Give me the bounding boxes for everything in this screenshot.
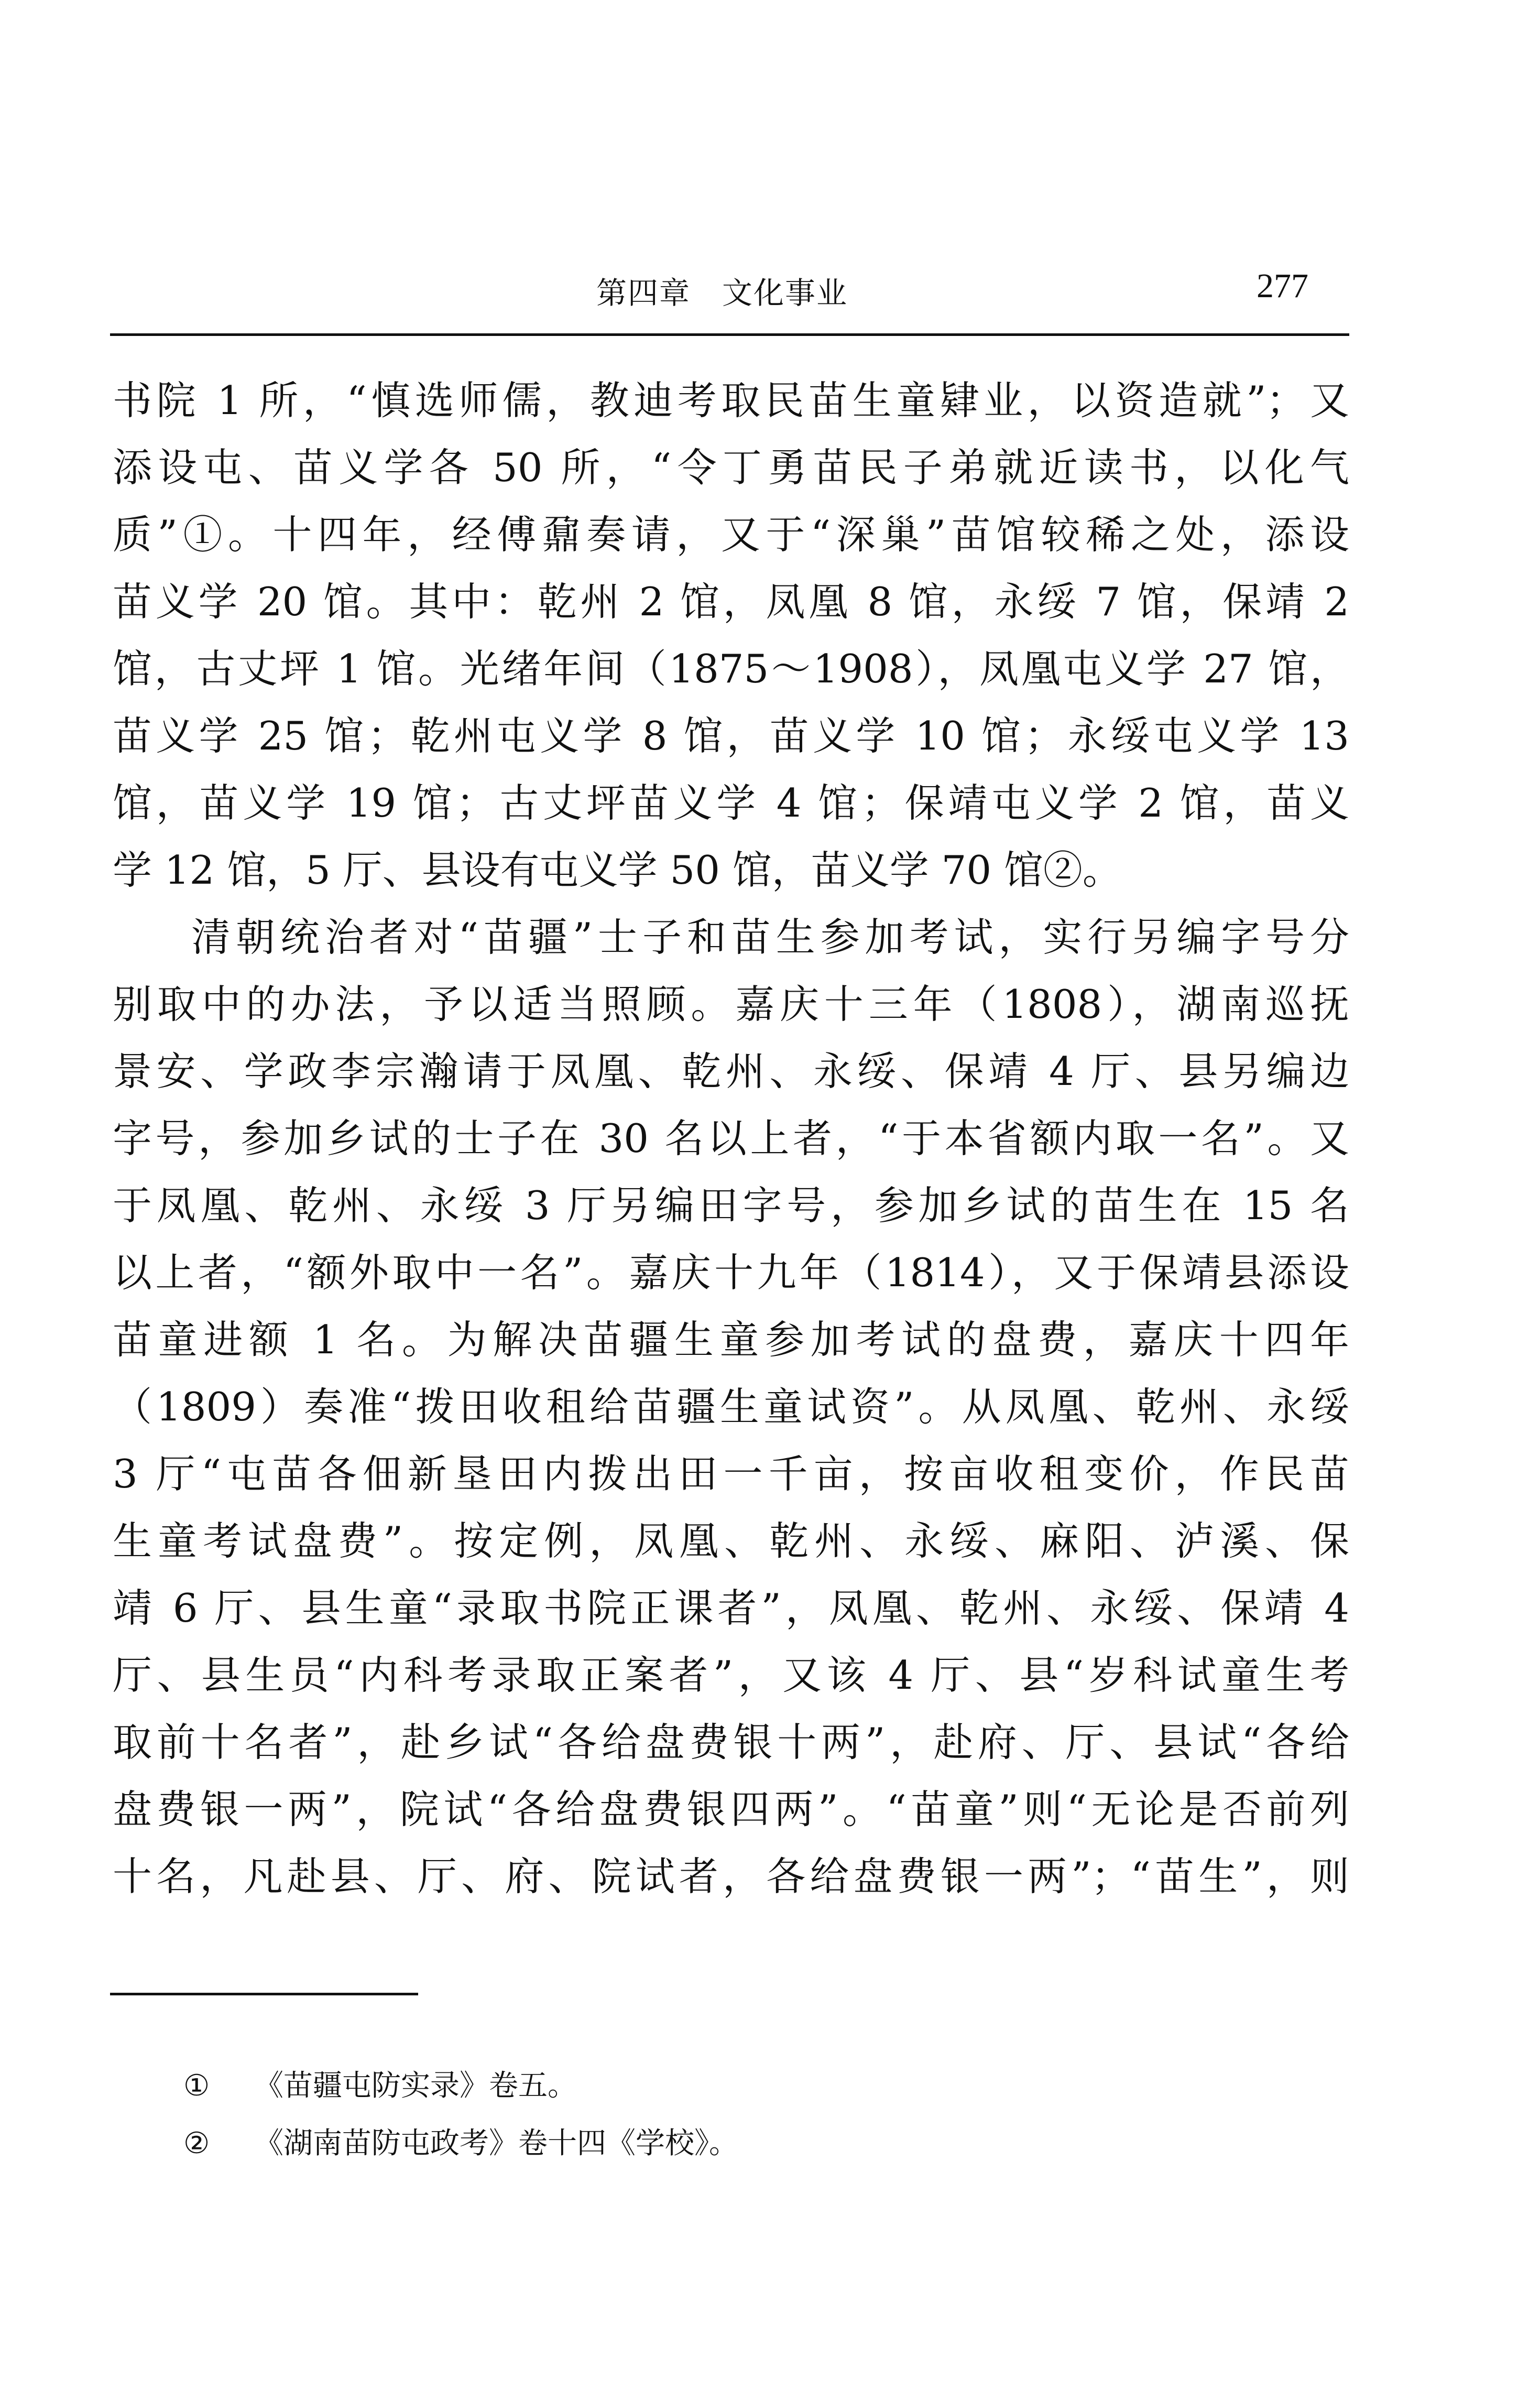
text-line: 靖 6 厅、县生童“录取书院正课者”，凤凰、乾州、永绥、保靖 4 [113, 1585, 1349, 1631]
footnote-marker: ② [183, 2126, 210, 2160]
text-line: 质”①。十四年，经傅鼐奏请，又于“深巢”苗馆较稀之处，添设 [113, 512, 1349, 558]
footnotes [183, 2057, 738, 2173]
text-line: （1809）奏准“拨田收租给苗疆生童试资”。从凤凰、乾州、永绥 [113, 1384, 1349, 1430]
text-line: 苗义学 20 馆。其中：乾州 2 馆，凤凰 8 馆，永绥 7 馆，保靖 2 [113, 579, 1349, 625]
text-line: 字号，参加乡试的士子在 30 名以上者，“于本省额内取一名”。又 [113, 1115, 1349, 1161]
text-line: 于凤凰、乾州、永绥 3 厅另编田字号，参加乡试的苗生在 15 名 [113, 1182, 1349, 1229]
text-line: 学 12 馆，5 厅、县设有屯义学 50 馆，苗义学 70 馆②。 [113, 847, 1122, 893]
text-line: 十名，凡赴县、厅、府、院试者，各给盘费银一两”；“苗生”，则 [113, 1853, 1349, 1899]
running-header-title: 第四章 文化事业 [596, 275, 848, 311]
text-line: 馆，苗义学 19 馆；古丈坪苗义学 4 馆；保靖屯义学 2 馆，苗义 [113, 780, 1349, 826]
footnote-text: 《苗疆屯防实录》卷五。 [254, 2069, 577, 2103]
paragraph-2 [113, 904, 1349, 1910]
page-number: 277 [1257, 267, 1308, 305]
text-line: 景安、学政李宗瀚请于凤凰、乾州、永绥、保靖 4 厅、县另编边 [113, 1048, 1349, 1094]
text-line: 书院 1 所，“慎选师儒，教迪考取民苗生童肄业，以资造就”；又 [113, 377, 1349, 423]
text-line: 生童考试盘费”。按定例，凤凰、乾州、永绥、麻阳、泸溪、保 [113, 1518, 1349, 1564]
footnote-marker: ① [183, 2069, 210, 2103]
text-line: 苗童进额 1 名。为解决苗疆生童参加考试的盘费，嘉庆十四年 [113, 1317, 1349, 1363]
body-text [113, 367, 1349, 1910]
text-line: 馆，古丈坪 1 馆。光绪年间（1875～1908），凤凰屯义学 27 馆， [113, 646, 1349, 692]
footnote-rule [110, 1993, 418, 1995]
text-line: 清朝统治者对“苗疆”士子和苗生参加考试，实行另编字号分 [191, 914, 1349, 960]
header-rule [110, 333, 1349, 336]
footnote-text: 《湖南苗防屯政考》卷十四《学校》。 [254, 2126, 738, 2160]
text-line: 以上者，“额外取中一名”。嘉庆十九年（1814），又于保靖县添设 [113, 1250, 1349, 1296]
text-line: 取前十名者”，赴乡试“各给盘费银十两”，赴府、厅、县试“各给 [113, 1719, 1349, 1765]
text-line: 苗义学 25 馆；乾州屯义学 8 馆，苗义学 10 馆；永绥屯义学 13 [113, 713, 1349, 759]
text-line: 3 厅“屯苗各佃新垦田内拨出田一千亩，按亩收租变价，作民苗 [113, 1451, 1349, 1497]
paragraph-1 [113, 367, 1349, 904]
footnote-2 [183, 2115, 738, 2173]
text-line: 别取中的办法，予以适当照顾。嘉庆十三年（1808），湖南巡抚 [113, 981, 1349, 1027]
text-line: 添设屯、苗义学各 50 所，“令丁勇苗民子弟就近读书，以化气 [113, 444, 1349, 491]
text-line: 厅、县生员“内科考录取正案者”，又该 4 厅、县“岁科试童生考 [113, 1652, 1349, 1698]
text-line: 盘费银一两”，院试“各给盘费银四两”。“苗童”则“无论是否前列 [113, 1786, 1349, 1832]
footnote-1 [183, 2057, 738, 2115]
